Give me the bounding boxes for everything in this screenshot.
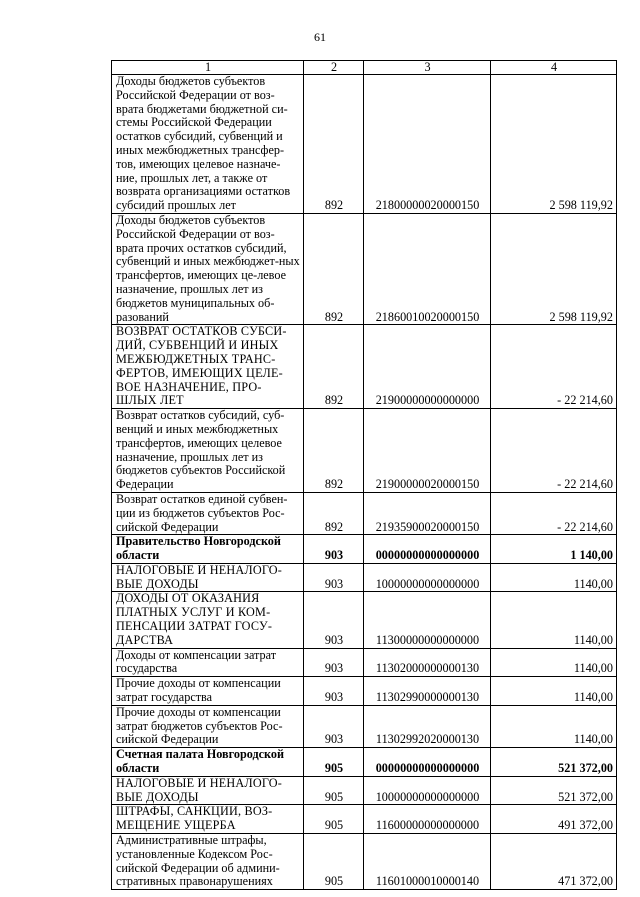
administrator-header-row (112, 748, 617, 777)
amount: 1 140,00 (491, 535, 617, 564)
table-row (112, 705, 617, 747)
revenue-name: НАЛОГОВЫЕ И НЕНАЛОГО-ВЫЕ ДОХОДЫ (112, 563, 304, 592)
table-row (112, 834, 617, 890)
administrator-code: 892 (304, 325, 364, 409)
administrator-code: 892 (304, 75, 364, 214)
column-number-row (112, 61, 617, 75)
table-row (112, 409, 617, 493)
administrator-code: 892 (304, 409, 364, 493)
revenue-name: ДОХОДЫ ОТ ОКАЗАНИЯ ПЛАТНЫХ УСЛУГ И КОМ-ПЕНСАЦИИ ЗАТРАТ ГОСУ-ДАРСТВА (112, 592, 304, 648)
budget-classification-code: 00000000000000000 (364, 535, 491, 564)
budget-classification-code: 10000000000000000 (364, 563, 491, 592)
amount: 1140,00 (491, 648, 617, 677)
revenue-name: Доходы бюджетов субъектов Российской Федерации от воз-врата бюджетами бюджетной си-стемы Российской Федерации остатков субсидий, субвенций и иных межбюджетных трансфер-тов, имеющих целевое назначе-ние, прошлых лет, а также от возврата организациями остатков субсидий прошлых лет (112, 75, 304, 214)
administrator-code: 905 (304, 748, 364, 777)
administrator-header-row (112, 535, 617, 564)
revenue-name: Доходы бюджетов субъектов Российской Федерации от воз-врата прочих остатков субсидий, субвенций и иных межбюджет-ных трансфертов, имеющих це-левое назначение, прошлых лет из бюджетов муниципальных об-разований (112, 213, 304, 324)
amount: 521 372,00 (491, 748, 617, 777)
table-row (112, 563, 617, 592)
table-row (112, 648, 617, 677)
budget-classification-code: 11302000000000130 (364, 648, 491, 677)
administrator-code: 905 (304, 834, 364, 890)
amount: 1140,00 (491, 563, 617, 592)
table-row (112, 592, 617, 648)
amount: - 22 214,60 (491, 492, 617, 534)
table-row (112, 75, 617, 214)
revenue-name: Возврат остатков единой субвен-ции из бюджетов субъектов Рос-сийской Федерации (112, 492, 304, 534)
table-row (112, 213, 617, 324)
amount: 471 372,00 (491, 834, 617, 890)
administrator-code: 892 (304, 492, 364, 534)
amount: 2 598 119,92 (491, 75, 617, 214)
column-number-3: 3 (364, 61, 491, 75)
budget-classification-code: 00000000000000000 (364, 748, 491, 777)
budget-classification-code: 21860010020000150 (364, 213, 491, 324)
budget-classification-code: 11302990000000130 (364, 677, 491, 706)
table-row (112, 776, 617, 805)
budget-classification-code: 11600000000000000 (364, 805, 491, 834)
budget-classification-code: 21900000000000000 (364, 325, 491, 409)
column-number-4: 4 (491, 61, 617, 75)
revenue-name: ВОЗВРАТ ОСТАТКОВ СУБСИ-ДИЙ, СУБВЕНЦИЙ И ИНЫХ МЕЖБЮДЖЕТНЫХ ТРАНС-ФЕРТОВ, ИМЕЮЩИХ ЦЕЛЕ-ВОЕ НАЗНАЧЕНИЕ, ПРО-ШЛЫХ ЛЕТ (112, 325, 304, 409)
table-row (112, 325, 617, 409)
budget-classification-code: 10000000000000000 (364, 776, 491, 805)
administrator-code: 903 (304, 592, 364, 648)
administrator-code: 903 (304, 563, 364, 592)
column-number-2: 2 (304, 61, 364, 75)
administrator-code: 903 (304, 705, 364, 747)
table-row (112, 677, 617, 706)
page-number: 61 (314, 30, 326, 44)
table-row (112, 805, 617, 834)
budget-classification-code: 21935900020000150 (364, 492, 491, 534)
budget-classification-code: 11601000010000140 (364, 834, 491, 890)
revenue-name: Доходы от компенсации затрат государства (112, 648, 304, 677)
revenue-name: Административные штрафы, установленные Кодексом Рос-сийской Федерации об админи-стративных правонарушениях (112, 834, 304, 890)
administrator-code: 905 (304, 776, 364, 805)
budget-classification-code: 11302992020000130 (364, 705, 491, 747)
budget-revenue-table (111, 60, 617, 890)
amount: - 22 214,60 (491, 325, 617, 409)
amount: 2 598 119,92 (491, 213, 617, 324)
revenue-name: ШТРАФЫ, САНКЦИИ, ВОЗ-МЕЩЕНИЕ УЩЕРБА (112, 805, 304, 834)
amount: - 22 214,60 (491, 409, 617, 493)
revenue-name: НАЛОГОВЫЕ И НЕНАЛОГО-ВЫЕ ДОХОДЫ (112, 776, 304, 805)
amount: 1140,00 (491, 705, 617, 747)
revenue-name: Прочие доходы от компенсации затрат бюджетов субъектов Рос-сийской Федерации (112, 705, 304, 747)
revenue-name: Возврат остатков субсидий, суб-венций и иных межбюджетных трансфертов, имеющих целевое назначение, прошлых лет из бюджетов субъектов Российской Федерации (112, 409, 304, 493)
administrator-code: 903 (304, 648, 364, 677)
amount: 1140,00 (491, 592, 617, 648)
administrator-name: Правительство Новгородской области (112, 535, 304, 564)
table-row (112, 492, 617, 534)
budget-classification-code: 21800000020000150 (364, 75, 491, 214)
administrator-code: 903 (304, 677, 364, 706)
administrator-code: 892 (304, 213, 364, 324)
amount: 1140,00 (491, 677, 617, 706)
administrator-code: 905 (304, 805, 364, 834)
administrator-code: 903 (304, 535, 364, 564)
budget-classification-code: 11300000000000000 (364, 592, 491, 648)
administrator-name: Счетная палата Новгородской области (112, 748, 304, 777)
amount: 491 372,00 (491, 805, 617, 834)
budget-classification-code: 21900000020000150 (364, 409, 491, 493)
column-number-1: 1 (112, 61, 304, 75)
revenue-name: Прочие доходы от компенсации затрат государства (112, 677, 304, 706)
amount: 521 372,00 (491, 776, 617, 805)
